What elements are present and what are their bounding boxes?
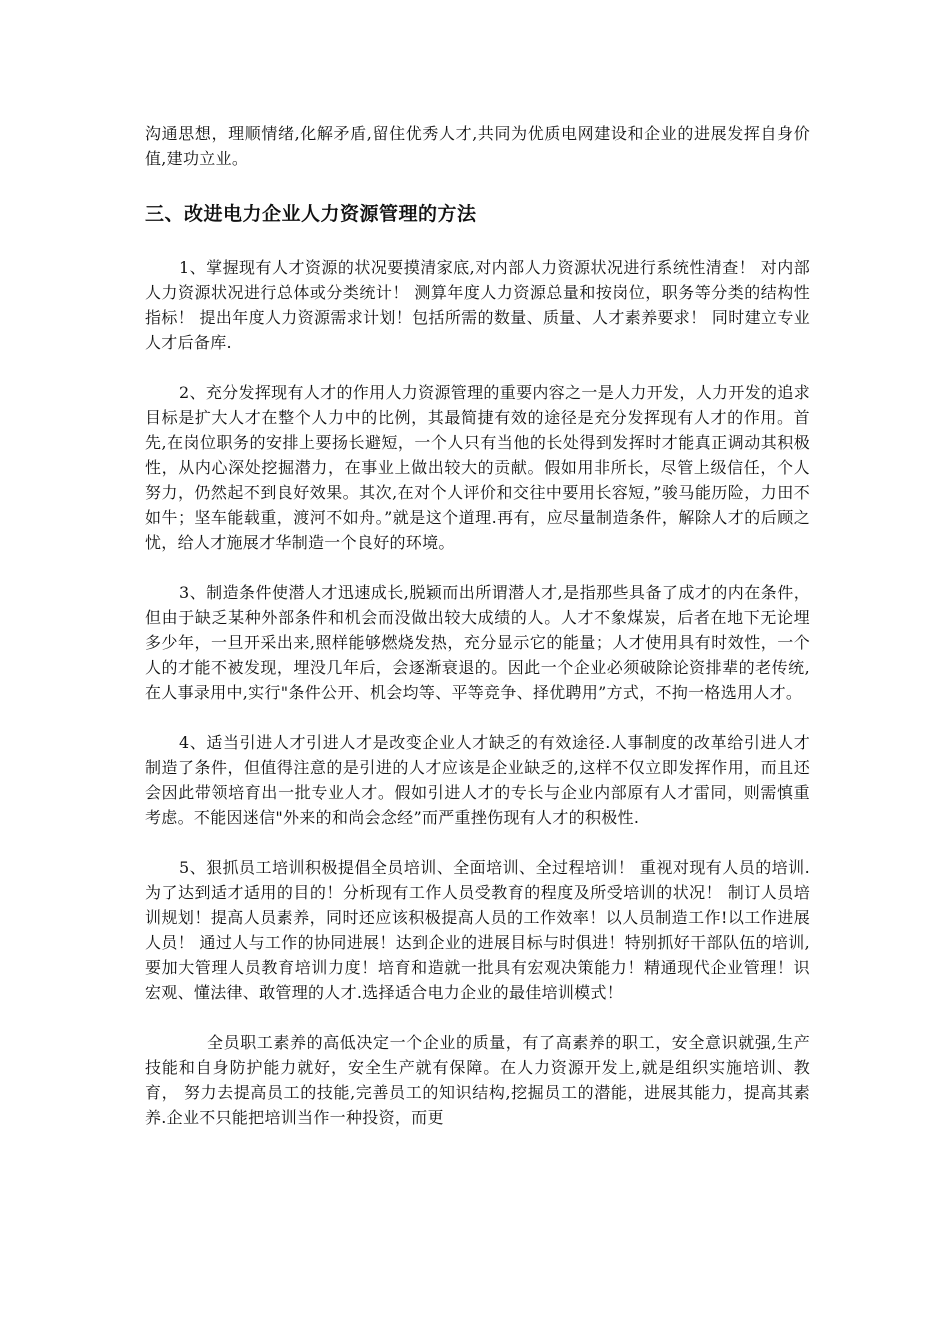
paragraph-3: 3、制造条件使潜人才迅速成长,脱颖而出所谓潜人才,是指那些具备了成才的内在条件，但由于缺乏某种外部条件和机会而没做出较大成绩的人。人才不象煤炭，后者在地下无论埋多少年，一旦开采出来,照样能够燃烧发热，充分显示它的能量；人才使用具有时效性，一个人的才能不被发现，埋没几年后，会逐渐衰退的。因此一个企业必须破除论资排辈的老传统,在人事录用中,实行"条件公开、机会均等、平等竞争、择优聘用”方式，不拘一格选用人才。	[145, 583, 810, 702]
paragraph-5: 5、狠抓员工培训积极提倡全员培训、全面培训、全过程培训！ 重视对现有人员的培训.为了达到适才适用的目的！分析现有工作人员受教育的程度及所受培训的状况！ 制订人员培训规划！提高人员素养，同时还应该积极提高人员的工作效率！以人员制造工作!以工作进展人员！ 通过人与工作的协同进展！达到企业的进展目标与时俱进！特别抓好干部队伍的培训,要加大管理人员教育培训力度！培育和造就一批具有宏观决策能力！精通现代企业管理！识宏观、懂法律、敢管理的人才.选择适合电力企业的最佳培训模式！	[145, 858, 810, 1002]
paragraph-1: 1、掌握现有人才资源的状况要摸清家底,对内部人力资源状况进行系统性清查！ 对内部人力资源状况进行总体或分类统计！ 测算年度人力资源总量和按岗位，职务等分类的结构性指标！ 提出年度人力资源需求计划！包括所需的数量、质量、人才素养要求！ 同时建立专业人才后备库.	[145, 258, 810, 352]
section-heading: 三、改进电力企业人力资源管理的方法	[145, 203, 477, 225]
intro-paragraph: 沟通思想，理顺情绪,化解矛盾,留住优秀人才,共同为优质电网建设和企业的进展发挥自身价值,建功立业。	[145, 124, 810, 168]
paragraph-6: 全员职工素养的高低决定一个企业的质量，有了高素养的职工，安全意识就强,生产技能和自身防护能力就好，安全生产就有保障。在人力资源开发上,就是组织实施培训、教育， 努力去提高员工的技能,完善员工的知识结构,挖掘员工的潜能，进展其能力，提高其素养.企业不只能把培训当作一种投资，而更	[145, 1033, 810, 1127]
paragraph-2: 2、充分发挥现有人才的作用人力资源管理的重要内容之一是人力开发，人力开发的追求目标是扩大人才在整个人力中的比例，其最简捷有效的途径是充分发挥现有人才的作用。首先,在岗位职务的安排上要扬长避短，一个人只有当他的长处得到发挥时才能真正调动其积极性，从内心深处挖掘潜力，在事业上做出较大的贡献。假如用非所长，尽管上级信任，个人努力，仍然起不到良好效果。其次,在对个人评价和交往中要用长容短，”骏马能历险，力田不如牛；坚车能载重，渡河不如舟。”就是这个道理.再有，应尽量制造条件，解除人才的后顾之忧，给人才施展才华制造一个良好的环境。	[145, 383, 810, 552]
paragraph-4: 4、适当引进人才引进人才是改变企业人才缺乏的有效途径.人事制度的改革给引进人才制造了条件，但值得注意的是引进的人才应该是企业缺乏的,这样不仅立即发挥作用，而且还会因此带领培育出一批专业人才。假如引进人才的专长与企业内部原有人才雷同，则需慎重考虑。不能因迷信"外来的和尚会念经”而严重挫伤现有人才的积极性.	[145, 733, 810, 827]
document-body	[145, 121, 810, 1130]
